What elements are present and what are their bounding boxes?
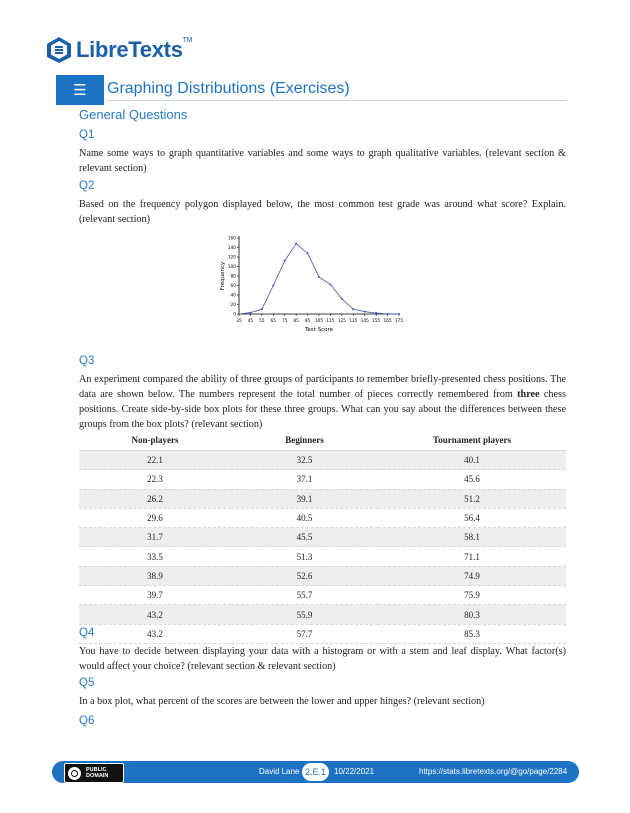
table-cell: 75.9	[378, 586, 566, 605]
series-line	[239, 244, 399, 314]
question-label-q1: Q1	[79, 129, 95, 141]
x-tick-label: 125	[337, 319, 346, 324]
section-heading-general: General Questions	[79, 107, 188, 122]
table-cell: 38.9	[79, 566, 231, 585]
table-cell: 39.7	[79, 586, 231, 605]
data-point	[364, 311, 366, 313]
table-cell: 52.6	[231, 566, 378, 585]
table-cell: 39.1	[231, 489, 378, 508]
table-cell: 85.3	[378, 624, 566, 643]
table-cell: 33.5	[79, 547, 231, 566]
table-cell: 56.4	[378, 508, 566, 527]
table-row	[79, 547, 566, 566]
table-cell: 40.1	[378, 451, 566, 470]
x-tick-label: 55	[259, 319, 265, 324]
data-point	[295, 243, 297, 245]
question-text-q1: Name some ways to graph quantitative variables and some ways to graph qualitative variables. (relevant section & relevant section)	[79, 148, 566, 174]
license-label: PUBLIC DOMAIN	[86, 767, 109, 779]
page-date: 10/22/2021	[334, 767, 375, 776]
chess-data-table	[79, 429, 566, 644]
table-cell: 43.2	[79, 624, 231, 643]
x-tick-label: 115	[326, 319, 335, 324]
x-axis-label: Test Score	[305, 327, 333, 333]
data-point	[341, 298, 343, 300]
public-domain-icon	[68, 767, 81, 780]
page-number-badge: 2.E.1	[302, 763, 329, 781]
y-tick-label: 80	[230, 274, 236, 280]
y-tick-label: 20	[230, 303, 236, 308]
data-point	[249, 312, 251, 314]
table-cell: 22.1	[79, 451, 231, 470]
y-tick-label: 120	[227, 255, 236, 261]
x-tick-label: 175	[394, 319, 404, 324]
table-cell: 51.3	[231, 547, 378, 566]
y-tick-label: 160	[227, 236, 236, 242]
frequency-polygon-chart	[217, 232, 407, 338]
table-cell: 29.6	[79, 508, 231, 527]
x-tick-label: 75	[281, 319, 288, 324]
x-tick-label: 85	[293, 319, 299, 324]
y-tick-label: 100	[227, 265, 236, 270]
libretexts-logo-icon	[46, 36, 72, 64]
table-row	[79, 508, 566, 527]
y-tick-label: 0	[233, 312, 236, 318]
data-point	[387, 313, 389, 315]
data-point	[272, 285, 274, 287]
table-cell: 58.1	[378, 528, 566, 547]
question-text-q4: You have to decide between displaying your data with a histogram or with a stem and leaf display. What factor(s) would affect your choice? (relevant section & relevant section)	[79, 646, 566, 672]
x-tick-label: 45	[247, 319, 254, 324]
y-tick-label: 60	[230, 284, 236, 289]
x-tick-label: 135	[349, 319, 358, 324]
question-label-q5: Q5	[79, 677, 95, 689]
page-title: Graphing Distributions (Exercises)	[107, 80, 350, 97]
y-tick-label: 140	[227, 246, 236, 251]
data-point	[375, 312, 377, 314]
question-text-q5: In a box plot, what percent of the scores are between the lower and upper hinges? (relevant section)	[79, 696, 485, 707]
table-cell: 55.9	[231, 605, 378, 624]
column-header: Beginners	[231, 429, 378, 451]
public-domain-badge[interactable]	[64, 763, 124, 783]
page-url-link[interactable]: https://stats.libretexts.org/@go/page/2284	[419, 767, 568, 776]
x-tick-label: 35	[236, 319, 242, 324]
question-label-q4: Q4	[79, 627, 95, 639]
table-cell: 80.3	[378, 605, 566, 624]
emphasis-three: three	[517, 389, 540, 400]
table-cell: 32.5	[231, 451, 378, 470]
y-axis-label: Frequency	[220, 261, 226, 291]
question-text-q3: An experiment compared the ability of three groups of participants to remember briefly-presented chess positions. The data are shown below. The numbers represent the total number of pieces correctly remembered from three chess positions. Create side-by-side box plots for these three groups. What can you say about the differences between these groups from the box plots? (relevant section)	[79, 374, 566, 430]
question-text-q2: Based on the frequency polygon displayed below, the most common test grade was around what score? Explain. (relevant section)	[79, 199, 566, 225]
x-tick-label: 105	[314, 319, 324, 324]
x-tick-label: 95	[304, 319, 311, 324]
table-cell: 74.9	[378, 566, 566, 585]
table-row	[79, 586, 566, 605]
author-name: David Lane	[259, 767, 300, 776]
table-row	[79, 489, 566, 508]
question-label-q2: Q2	[79, 180, 95, 192]
title-divider	[107, 100, 566, 101]
menu-button[interactable]	[56, 75, 104, 105]
table-row	[79, 624, 566, 643]
libretexts-logo[interactable]	[46, 36, 192, 64]
column-header: Tournament players	[378, 429, 566, 451]
table-cell: 45.5	[231, 528, 378, 547]
x-tick-label: 145	[360, 319, 369, 324]
logo-text: LibreTexts™	[76, 37, 193, 62]
x-tick-label: 165	[383, 319, 392, 324]
x-tick-label: 155	[372, 319, 381, 324]
data-point	[352, 308, 354, 310]
table-row	[79, 528, 566, 547]
table-cell: 57.7	[231, 624, 378, 643]
table-cell: 40.5	[231, 508, 378, 527]
data-point	[307, 252, 309, 254]
data-point	[284, 260, 286, 262]
x-tick-label: 65	[270, 319, 277, 324]
data-point	[329, 284, 331, 286]
table-cell: 43.2	[79, 605, 231, 624]
hamburger-icon: ☰	[73, 81, 87, 99]
question-label-q6: Q6	[79, 715, 95, 727]
column-header: Non-players	[79, 429, 231, 451]
table-cell: 22.3	[79, 470, 231, 489]
data-point	[238, 313, 240, 315]
data-point	[398, 313, 400, 315]
table-cell: 26.2	[79, 489, 231, 508]
data-point	[318, 276, 320, 278]
question-label-q3: Q3	[79, 355, 95, 367]
table-header-row	[79, 429, 566, 451]
page-footer	[52, 761, 579, 783]
table-row	[79, 451, 566, 470]
table-row	[79, 470, 566, 489]
y-tick-label: 40	[230, 293, 236, 299]
table-row	[79, 605, 566, 624]
table-cell: 55.7	[231, 586, 378, 605]
table-cell: 71.1	[378, 547, 566, 566]
table-cell: 31.7	[79, 528, 231, 547]
table-cell: 51.2	[378, 489, 566, 508]
table-row	[79, 566, 566, 585]
data-point	[261, 308, 263, 310]
table-cell: 37.1	[231, 470, 378, 489]
table-cell: 45.6	[378, 470, 566, 489]
